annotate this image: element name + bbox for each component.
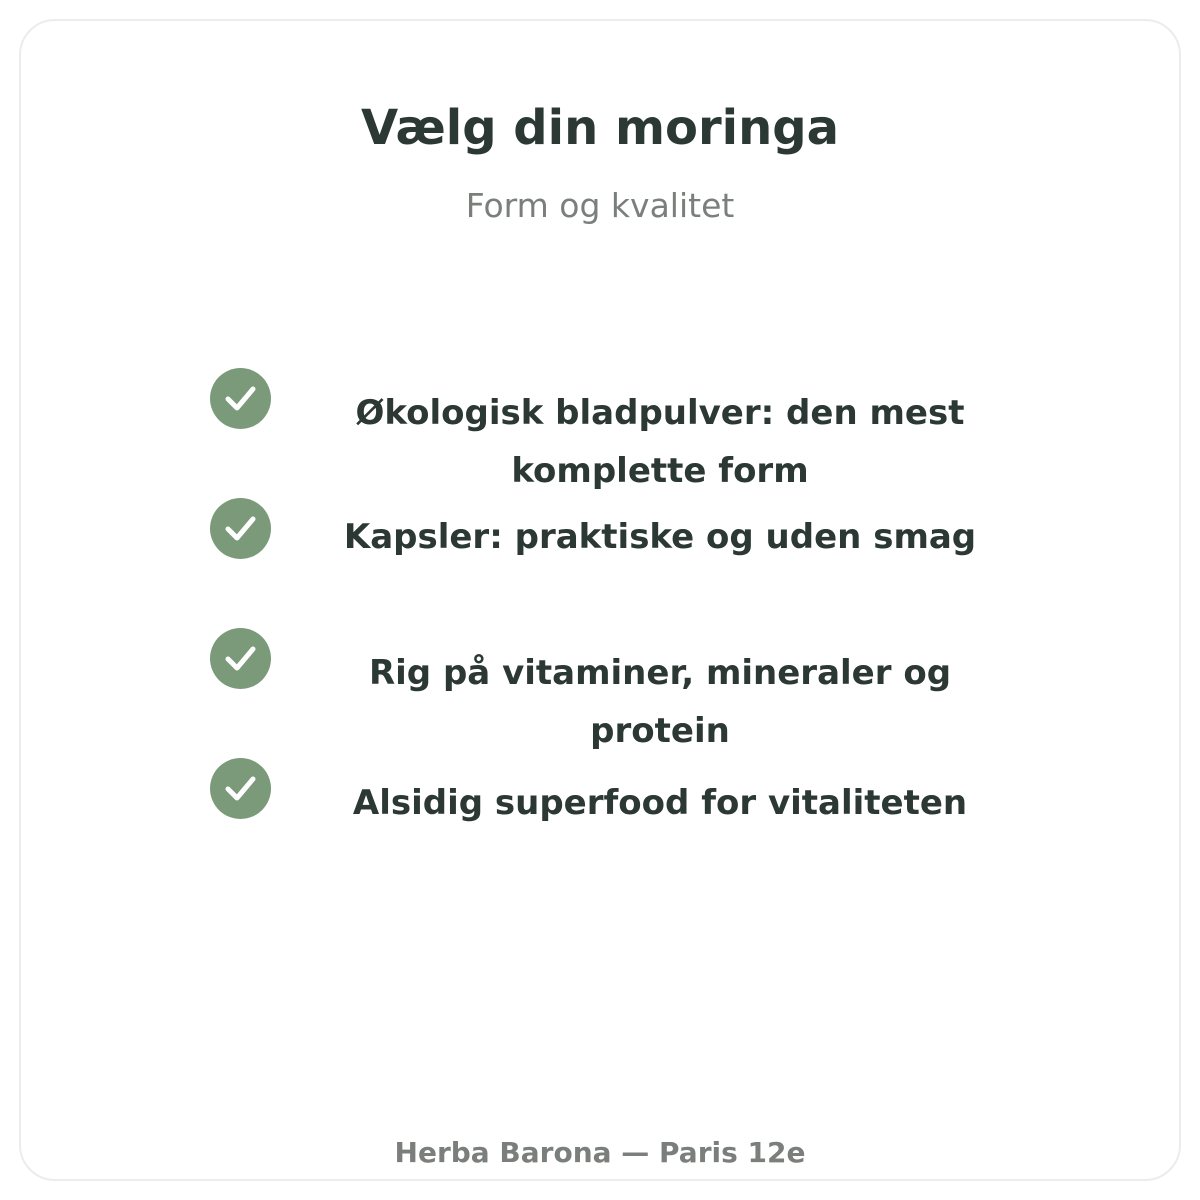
feature-text: Kapsler: praktiske og uden smag [343,517,977,557]
page-title: Vælg din moringa [360,100,840,156]
check-circle-icon [210,498,271,559]
feature-text: Økologisk bladpulver: den mest komplette form [355,393,965,491]
feature-item [0,498,1200,628]
footer-brand: Herba Barona — Paris 12e [394,1136,806,1169]
check-circle-icon [210,628,271,689]
feature-text: Rig på vitaminer, mineraler og protein [368,653,952,751]
page-subtitle: Form og kvalitet [465,186,735,225]
feature-text: Alsidig superfood for vitaliteten [352,783,968,823]
feature-item [0,758,1200,888]
feature-item [0,368,1200,498]
check-circle-icon [210,368,271,429]
check-circle-icon [210,758,271,819]
feature-item [0,628,1200,758]
